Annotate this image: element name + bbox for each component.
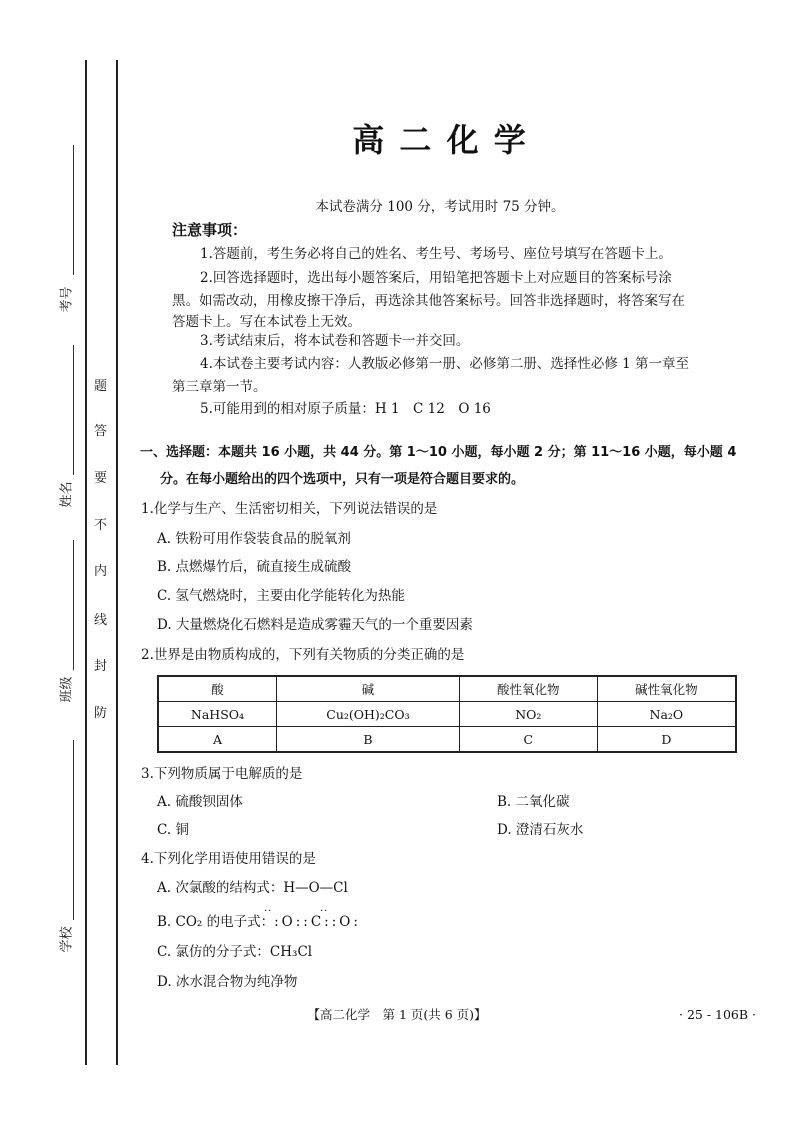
option: D. 澄清石灰水 bbox=[497, 822, 584, 838]
table-header: 碱性氧化物 bbox=[597, 676, 736, 702]
seal-char: 线 bbox=[94, 613, 108, 628]
table-cell: A bbox=[158, 727, 276, 753]
lone-pair-dots: ·· bbox=[264, 906, 273, 917]
subtitle: 本试卷满分 100 分，考试用时 75 分钟。 bbox=[315, 199, 565, 215]
table-cell: C bbox=[459, 727, 597, 753]
option: D. 冰水混合物为纯净物 bbox=[157, 974, 298, 990]
notice-line: 答题卡上。写在本试卷上无效。 bbox=[172, 314, 361, 330]
notice-line: 1.答题前，考生务必将自己的姓名、考生号、考场号、座位号填写在答题卡上。 bbox=[200, 246, 672, 262]
notice-line: 5.可能用到的相对原子质量：H 1 C 12 O 16 bbox=[200, 401, 491, 417]
school-label: 学校 bbox=[59, 926, 75, 953]
table-cell: Cu₂(OH)₂CO₃ bbox=[276, 702, 459, 727]
page-footer: 【高二化学 第 1 页(共 6 页)】 bbox=[307, 1007, 487, 1022]
table-cell: Na₂O bbox=[597, 702, 736, 727]
lone-pair-dots: ·· bbox=[320, 906, 329, 917]
option: A. 铁粉可用作袋装食品的脱氧剂 bbox=[157, 531, 351, 547]
option bbox=[157, 913, 361, 931]
table-header: 酸性氧化物 bbox=[459, 676, 597, 702]
option: C. 氯仿的分子式：CH₃Cl bbox=[157, 944, 313, 960]
notice-line: 3.考试结束后，将本试卷和答题卡一并交回。 bbox=[200, 333, 470, 349]
seal-char: 题 bbox=[94, 379, 108, 394]
table-cell: D bbox=[597, 727, 736, 753]
notice-line: 4.本试卷主要考试内容：人教版必修第一册、必修第二册、选择性必修 1 第一章至 bbox=[200, 356, 690, 372]
school-blank bbox=[73, 740, 74, 920]
option-prefix: B. CO₂ 的电子式： bbox=[157, 914, 275, 930]
section-instructions: 一、选择题：本题共 16 小题，共 44 分。第 1～10 小题，每小题 2 分；第 11～16 小题，每小题 4 bbox=[140, 445, 737, 460]
option: B. 点燃爆竹后，硫直接生成硫酸 bbox=[157, 559, 352, 575]
table-header: 碱 bbox=[276, 676, 459, 702]
seal-char: 内 bbox=[94, 564, 108, 579]
notice-line: 2.回答选择题时，选出每小题答案后，用铅笔把答题卡上对应题目的答案标号涂 bbox=[200, 270, 672, 286]
table-row bbox=[158, 702, 736, 727]
name-label: 姓名 bbox=[59, 481, 75, 508]
question-stem: 1.化学与生产、生活密切相关，下列说法错误的是 bbox=[141, 501, 438, 517]
page-title: 高 二 化 学 bbox=[352, 121, 528, 159]
classification-table bbox=[157, 675, 737, 753]
table-cell: NaHSO₄ bbox=[158, 702, 276, 727]
electron-formula: :O::C::O: bbox=[274, 914, 361, 930]
seal-char: 封 bbox=[94, 659, 108, 674]
notice-line: 黑。如需改动，用橡皮擦干净后，再选涂其他答案标号。回答非选择题时，将答案写在 bbox=[172, 293, 685, 309]
option: C. 氢气燃烧时，主要由化学能转化为热能 bbox=[157, 588, 405, 604]
option: C. 铜 bbox=[157, 822, 189, 838]
seal-char: 要 bbox=[94, 471, 108, 486]
section-instructions: 分。在每小题给出的四个选项中，只有一项是符合题目要求的。 bbox=[160, 472, 525, 487]
class-label: 班级 bbox=[59, 676, 75, 703]
question-stem: 2.世界是由物质构成的，下列有关物质的分类正确的是 bbox=[141, 647, 465, 663]
name-blank bbox=[73, 345, 74, 475]
exam-no-label: 考号 bbox=[59, 286, 75, 313]
table-cell: B bbox=[276, 727, 459, 753]
table-header: 酸 bbox=[158, 676, 276, 702]
option: B. 二氧化碳 bbox=[497, 794, 570, 810]
notice-line: 第三章第一节。 bbox=[172, 379, 267, 395]
question-stem: 3.下列物质属于电解质的是 bbox=[141, 766, 303, 782]
paper-code: · 25 - 106B · bbox=[679, 1007, 757, 1022]
table-row bbox=[158, 676, 736, 702]
option: D. 大量燃烧化石燃料是造成雾霾天气的一个重要因素 bbox=[157, 617, 473, 633]
option: A. 硫酸钡固体 bbox=[157, 794, 243, 810]
seal-char: 防 bbox=[94, 706, 108, 721]
seal-char: 不 bbox=[94, 518, 108, 533]
table-cell: NO₂ bbox=[459, 702, 597, 727]
notice-heading: 注意事项： bbox=[172, 221, 248, 239]
option: A. 次氯酸的结构式：H—O—Cl bbox=[157, 880, 348, 896]
question-stem: 4.下列化学用语使用错误的是 bbox=[141, 851, 316, 867]
table-row bbox=[158, 727, 736, 753]
class-blank bbox=[73, 540, 74, 670]
seal-char: 答 bbox=[94, 424, 108, 439]
